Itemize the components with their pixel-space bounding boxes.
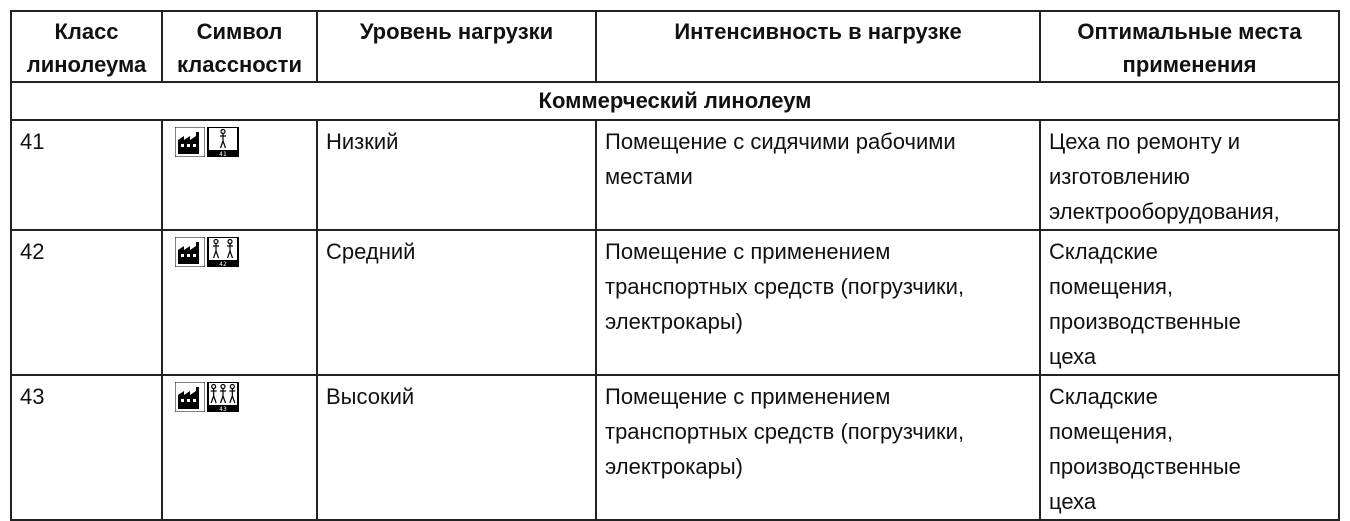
- section-title: Коммерческий линолеум: [11, 82, 1339, 120]
- symbol-cell: [162, 375, 317, 520]
- table-row: [11, 375, 1339, 520]
- symbol-cell: [162, 230, 317, 375]
- load-level-cell: Высокий: [317, 375, 596, 520]
- person-icon: [207, 127, 239, 157]
- header-intensity: Интенсивность в нагрузке: [596, 11, 1040, 82]
- intensity-cell: Помещение с сидячими рабочими местами: [596, 120, 1040, 230]
- header-load-level: Уровень нагрузки: [317, 11, 596, 82]
- class-cell: 42: [11, 230, 162, 375]
- class-cell: 41: [11, 120, 162, 230]
- table-row: [11, 120, 1339, 230]
- factory-icon: [175, 237, 205, 267]
- table-row: [11, 230, 1339, 375]
- svg-text:42: 42: [219, 261, 227, 267]
- header-places: Оптимальные места применения: [1040, 11, 1339, 82]
- linoleum-class-table: [10, 10, 1340, 521]
- factory-icon: [175, 382, 205, 412]
- intensity-cell: Помещение с применением транспортных средств (погрузчики, электрокары): [596, 375, 1040, 520]
- section-row: [11, 82, 1339, 120]
- header-symbol: Символ классности: [162, 11, 317, 82]
- people-icon: [207, 382, 239, 412]
- header-row: [11, 11, 1339, 82]
- places-cell: Складские помещения, производственные цеха: [1040, 375, 1339, 520]
- people-icon: [207, 237, 239, 267]
- class-cell: 43: [11, 375, 162, 520]
- header-class: Класс линолеума: [11, 11, 162, 82]
- places-cell: Цеха по ремонту и изготовлению электрооборудования,: [1040, 120, 1339, 230]
- symbol-cell: [162, 120, 317, 230]
- load-level-cell: Средний: [317, 230, 596, 375]
- svg-text:41: 41: [219, 151, 227, 157]
- load-level-cell: Низкий: [317, 120, 596, 230]
- places-cell: Складские помещения, производственные цеха: [1040, 230, 1339, 375]
- svg-text:43: 43: [219, 406, 227, 412]
- factory-icon: [175, 127, 205, 157]
- intensity-cell: Помещение с применением транспортных средств (погрузчики, электрокары): [596, 230, 1040, 375]
